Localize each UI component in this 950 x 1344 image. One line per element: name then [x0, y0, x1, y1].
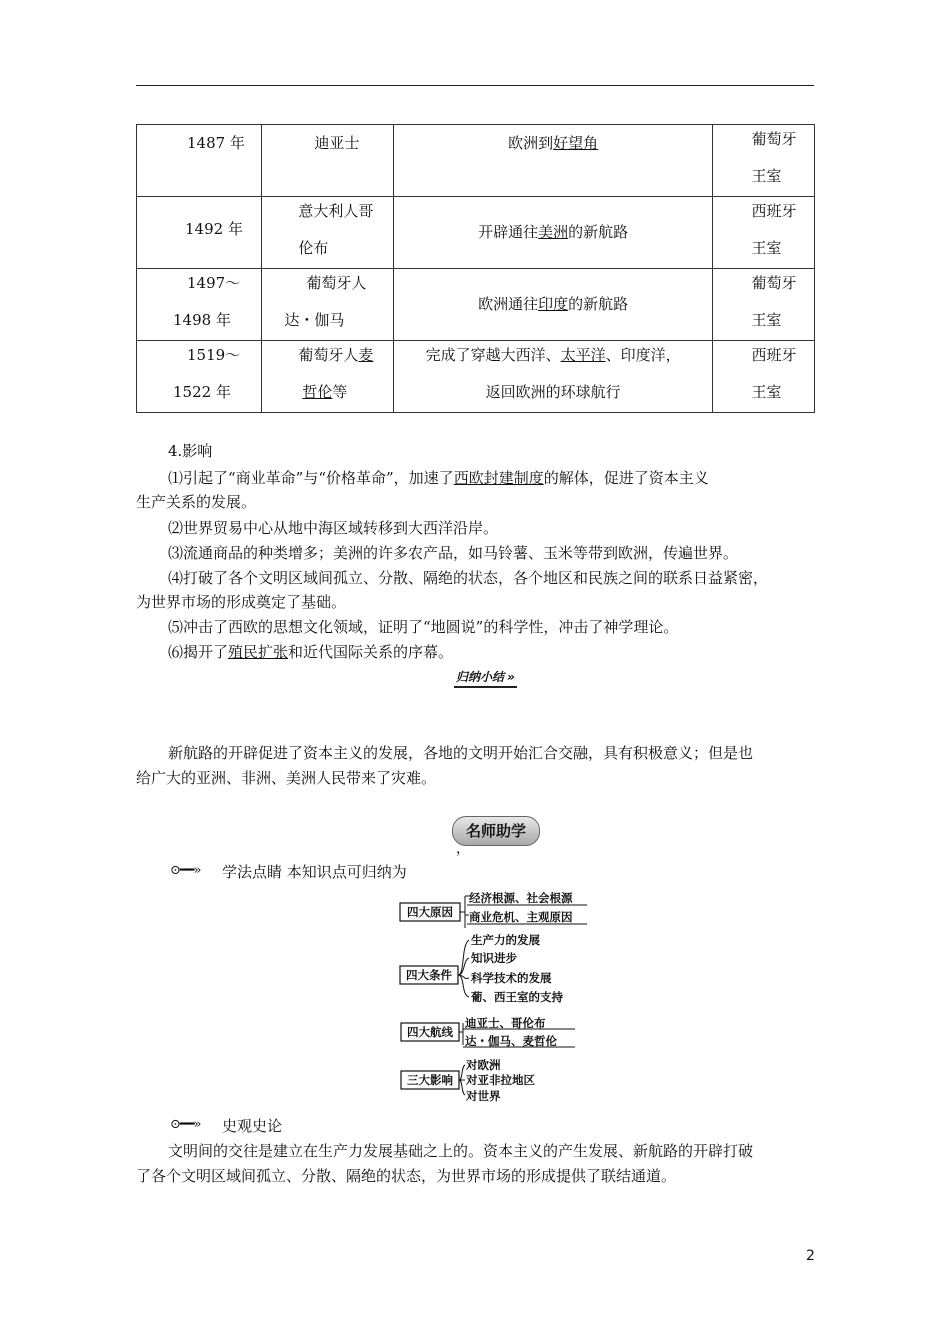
route-cell: 开辟通往美洲的新航路 [478, 223, 629, 241]
navigator-cell: 迪亚士 [314, 134, 360, 152]
diagram-item: 迪亚士、哥伦布 [465, 1016, 546, 1030]
table-row: 1487 年 迪亚士 欧洲到好望角 葡萄牙 王室 [137, 125, 815, 197]
diagram-item: 葡、西王室的支持 [471, 990, 563, 1004]
summary-banner: 归纳小结 » [454, 668, 517, 688]
voyages-table [136, 124, 815, 413]
diagram-group-label: 四大航线 [407, 1025, 453, 1039]
teacher-help-banner: 名师助学 [452, 816, 540, 846]
route-cell: 欧洲到好望角 [508, 134, 599, 152]
bullet-arrow-icon: ⊙━━» [170, 1117, 201, 1132]
diagram-item: 生产力的发展 [471, 933, 540, 947]
table-row: 1497～ 1498 年 葡萄牙人 达・伽马 欧洲通往印度的新航路 葡萄牙 王室 [137, 269, 815, 341]
route-cell: 完成了穿越大西洋、太平洋、印度洋， [425, 346, 681, 364]
diagram-item: 科学技术的发展 [471, 971, 552, 985]
table-row: 1492 年 意大利人哥 伦布 开辟通往美洲的新航路 西班牙 王室 [137, 197, 815, 269]
diagram-item: 对亚非拉地区 [466, 1073, 535, 1087]
view-line-2: 了各个文明区域间孤立、分散、隔绝的状态，为世界市场的形成提供了联结通道。 [136, 1167, 677, 1185]
diagram-item: 对欧洲 [466, 1058, 501, 1072]
route-cell: 欧洲通往印度的新航路 [478, 295, 629, 313]
bullet-arrow-icon: ⊙━━» [170, 863, 201, 878]
year-cell: 1519～ [187, 346, 241, 364]
impact-item-4-cont: 为世界市场的形成奠定了基础。 [136, 593, 347, 611]
impact-item-5: ⑸冲击了西欧的思想文化领域，证明了“地圆说”的科学性，冲击了神学理论。 [168, 618, 679, 636]
impact-item-3: ⑶流通商品的种类增多；美洲的许多农产品，如马铃薯、玉米等带到欧洲，传遍世界。 [168, 544, 739, 562]
diagram-item: 知识进步 [471, 951, 517, 965]
summary-line-1: 新航路的开辟促进了资本主义的发展，各地的文明开始汇合交融，具有积极意义；但是也 [168, 744, 754, 762]
summary-line-2: 给广大的亚洲、非洲、美洲人民带来了灾难。 [136, 769, 437, 787]
method-label: 学法点睛 本知识点可归纳为 [222, 863, 407, 881]
diagram-item: 商业危机、主观原因 [469, 910, 573, 924]
sponsor-cell: 西班牙 [751, 202, 797, 220]
view-label: 史观史论 [222, 1117, 283, 1135]
sponsor-cell: 葡萄牙 [751, 274, 797, 292]
impact-item-4: ⑷打破了各个文明区域间孤立、分散、隔绝的状态，各个地区和民族之间的联系日益紧密， [168, 569, 769, 587]
impact-heading: 4.影响 [168, 442, 213, 460]
diagram-item: 达・伽马、麦哲伦 [465, 1034, 557, 1048]
double-chevron-icon: » [507, 670, 515, 684]
impact-item-2: ⑵世界贸易中心从地中海区域转移到大西洋沿岸。 [168, 519, 499, 537]
diagram-group-label: 三大影响 [407, 1073, 453, 1087]
navigator-cell: 葡萄牙人麦 [298, 346, 374, 364]
view-line-1: 文明间的交往是建立在生产力发展基础之上的。资本主义的产生发展、新航路的开辟打破 [168, 1142, 754, 1160]
sponsor-cell: 西班牙 [751, 346, 797, 364]
diagram-group-label: 四大原因 [407, 905, 453, 919]
impact-item-6: ⑹揭开了殖民扩张和近代国际关系的序幕。 [168, 643, 454, 661]
table-row: 1519～ 1522 年 葡萄牙人麦 哲伦等 完成了穿越大西洋、太平洋、印度洋， 返回欧洲的环球航行 西班牙 王室 [137, 341, 815, 413]
diagram-item: 经济根源、社会根源 [469, 891, 573, 905]
year-cell: 1487 年 [187, 134, 245, 152]
year-cell: 1497～ [187, 274, 241, 292]
impact-item-1: ⑴引起了“商业革命”与“价格革命”，加速了西欧封建制度的解体，促进了资本主义 [168, 469, 709, 487]
impact-item-1-cont: 生产关系的发展。 [136, 493, 257, 511]
summary-diagram [395, 885, 595, 1110]
stray-comma: ， [456, 841, 470, 857]
year-cell: 1492 年 [185, 220, 243, 238]
diagram-item: 对世界 [466, 1089, 501, 1103]
diagram-group-label: 四大条件 [406, 968, 452, 982]
page-number: 2 [806, 1248, 815, 1264]
navigator-cell: 意大利人哥 [298, 202, 374, 220]
header-rule [136, 85, 814, 86]
navigator-cell: 葡萄牙人 [306, 274, 367, 292]
sponsor-cell: 葡萄牙 [751, 130, 797, 148]
